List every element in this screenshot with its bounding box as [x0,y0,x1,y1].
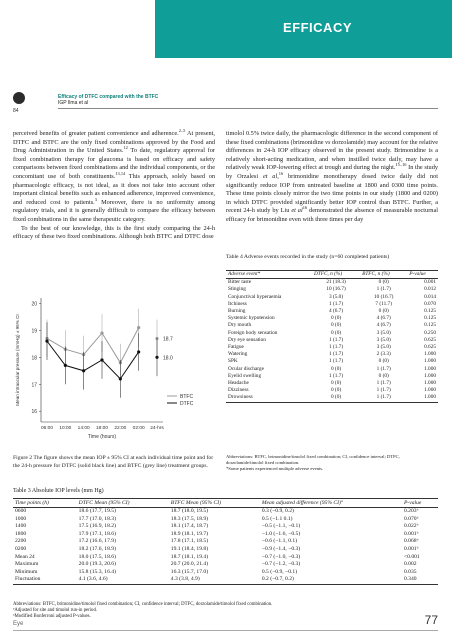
table-cell: Ocular discharge [228,365,264,372]
header-rule [58,108,438,109]
table-cell: 1.000 [407,394,438,402]
table-cell: 1 (1.7) [328,351,344,358]
table-cell: 3 (5.0) [376,329,391,336]
table-cell: Burning [228,308,246,315]
table-row [226,286,438,293]
table-cell: 1 (1.7) [376,387,391,394]
series-line-btfc [47,328,139,363]
iop-line-chart [13,290,218,452]
table-cell: Fatigue [228,344,244,351]
table-cell: Drowsiness [226,394,312,402]
table-cell: 18.9 (18.1, 19.7) [170,530,209,537]
data-point [100,358,103,361]
table3-notes [13,602,433,620]
table-cell: 18.7 (18.0, 19.5) [170,508,209,514]
table-cell: Foreign body sensation [228,329,278,336]
legend-label: BTFC [180,394,194,400]
table3-note: ᵇModified Bonferroni adjusted P-values. [13,614,91,619]
figure2-caption: Figure 2 The figure shows the mean IOP ± 95% CI at each individual time point and for the 24-h pressure for DTFC (solid black line) and BTFC (grey line) treatment groups. [13,455,214,469]
table-cell: 0.203ᵇ [403,508,419,514]
paragraph: timolol 0.5% twice daily, the pharmacologic difference in the second component of these fixed combinations (brimonidine vs dorzolamide) may account for the relative differences in 24-h IOP efficacy observed in the present study. Brimonidine is a relatively short-acting medication, and when instilled twice daily, may have a relatively weak IOP-lowering effect at trough and during the night.$^{15-16}$ In the study by Orzalesi et al,$^{16}$ brimonidine monotherapy dosed twice daily did not significantly reduce IOP from untreated baseline at 1800 and 0300 time points. These time points closely mirror the two time points in our study (1800 and 0200) in which DTFC provided significantly better IOP control than BTFC. Further, a recent 24-h study by Liu et $al^{16}$ demonstrated the absence of measurable nocturnal efficacy for brimonidine even with three times per day [226,130,438,223]
iop-column-header: Mean adjusted difference (95% CI)ª [260,499,402,508]
x-tick-label: 14:00 [77,426,90,431]
table-cell: 0.625 [424,336,436,343]
legend-label: DTFC [180,401,194,407]
table-cell: 1 (1.7) [376,286,391,293]
x-tick-label: 24-hrs [150,426,164,431]
table-cell: 0.340 [402,576,438,584]
ae-column-header: P-value [407,271,438,279]
table-cell: 1.000 [424,387,436,394]
data-point [64,364,67,367]
table-row [13,569,438,577]
table-row [226,330,438,337]
table-cell: 10 (16.7) [326,286,346,293]
table-cell: 4 (6.7) [328,308,344,315]
running-header [58,94,158,106]
table-cell: 1.000 [424,365,436,372]
table-cell: Eyelid swelling [228,372,262,379]
data-point [45,340,48,343]
table-cell: 0.5 (−0.9, −0.1) [261,568,298,575]
table-cell: Mean 24 [15,553,35,560]
paragraph: To the best of our knowledge, this is the first study comparing the 24-h efficacy of these two fixed combinations. Although both BTFC and DTFC dose [13,224,215,241]
data-point [137,326,140,329]
table-cell: 0.001ᵇ [403,530,419,537]
table-cell: SPK [228,358,238,365]
table-row [226,366,438,373]
table-cell: −0.9 (−1.4, −0.3) [261,545,301,552]
table-cell: 18.3 (17.5, 18.9) [170,515,209,522]
table-cell: 0.3 (−0.9, 0.2) [261,508,294,514]
ae-column-header: DTFC, n (%) [312,271,360,279]
page-number: 77 [424,613,438,627]
footer-rule [13,630,438,631]
table-row [226,301,438,308]
end-value-label: 18.7 [163,336,173,343]
table4-note: Abbreviations: BTFC, brimonidine/timolol fixed combination; CI, confidence interval; DTFC, dorzolamide/timolol fixed combination. [226,454,400,465]
table-cell: 2200 [15,538,27,545]
iop-column-header: P-value [402,499,438,508]
ae-column-header: Adverse event* [226,271,312,279]
table-cell: Bitter taste [228,279,252,286]
iop-levels-table [13,498,438,585]
table-cell: 18.7 (18.1, 19.4) [170,553,209,560]
table-cell: 1000 [15,515,27,522]
table-cell: 0.001ᵇ [403,545,419,552]
y-tick-label: 20 [31,301,37,308]
data-point [119,377,122,380]
table-cell: 0.2 (−0.7, 0.2) [260,576,402,584]
table-row [13,508,438,516]
table-cell: 1400 [15,523,27,530]
table-cell: 4 (6.7) [376,315,391,322]
table-cell: Itchiness [228,300,247,307]
table-cell: 0.001 [424,279,436,286]
right-column-text [226,130,438,225]
data-point [155,356,158,359]
table-cell: 18.6 (17.7, 19.5) [78,508,116,514]
table-cell: Fluctuation [13,576,77,584]
table-cell: 0 (0) [312,394,360,402]
ae-column-header: BTFC, n (%) [360,271,407,279]
table-row [226,394,438,402]
table-row [226,337,438,344]
table-row [13,516,438,524]
paragraph: perceived benefits of greater patient convenience and adherence.$^{2-5}$ At present, DTFC and BTFC are the only fixed combinations approved by the Food and Drug Administration in the United States.$^{12}$ To date, regulatory approval for fixed combination therapy for glaucoma is based on efficacy and safety comparisons between fixed combinations and the individual components, or the concomitant use of both constituents.$^{13,14}$ This approach, solely based on pharmacologic efficacy, is not ideal, as it does not take into account other important clinical benefits such as enhanced adherence, improved convenience, and reduced cost to patients.$^3$ Moreover, there is no uniformity among regulatory trials, and it is generally difficult to compare the efficacy between fixed combinations in the same therapeutic category. [13,127,215,223]
iop-column-header: Time points (h) [13,499,77,508]
table-cell: 0 (0) [330,315,342,322]
table-row [13,576,438,584]
table-cell: Stinging [228,286,246,293]
table-cell: 0.250 [424,329,436,336]
banner-title: EFFICACY [283,20,352,35]
table-cell: −1.0 (−1.6, −0.5) [261,530,301,537]
running-title: Efficacy of DTFC compared with the BTFC [58,94,159,100]
table-cell: 0 (0) [330,380,342,387]
footer-logo: Eye [13,621,24,627]
table3-note: ªAdjusted for site and timolol run-in period. [13,608,98,613]
table-row [13,531,438,539]
page-code: 84 [13,108,19,114]
table-cell: 0 (0) [330,387,342,394]
data-point [100,331,103,334]
table-cell: 0.125 [424,308,436,315]
table-cell: 1 (1.7) [376,380,391,387]
table4-caption: Table 4 Adverse events recorded in the study (n=60 completed patients) [226,254,390,260]
running-authors: IGP Ilma et al [58,100,89,106]
table-cell: 0 (0) [378,372,389,379]
data-point [137,350,140,353]
table-cell: Systemic hypotension [228,315,275,322]
table-cell: 4.1 (3.6, 4.6) [77,576,169,584]
banner [0,0,452,58]
table-row [226,358,438,365]
x-axis-label: Time (hours) [87,434,117,440]
table4-note: *Some patients experienced multiple adverse events. [226,466,324,471]
table-cell: 16.3 (15.7, 17.0) [170,568,209,575]
table-cell: 1 (1.7) [328,344,344,351]
table-cell: Conjunctival hyperaemia [228,293,282,300]
y-tick-label: 19 [31,328,37,335]
table-cell: 0 (0) [378,279,389,286]
left-column-text [13,127,215,242]
y-tick-label: 17 [31,382,37,389]
table-cell: 17.2 (16.6, 17.9) [78,538,116,545]
table-cell: 1 (1.7) [328,336,344,343]
table-cell: 0 (0) [378,308,389,315]
table-cell: Watering [228,351,248,358]
table-cell: 0600 [15,508,27,514]
table-cell: 18.0 (17.5, 18.6) [78,553,116,560]
table-cell: 0 (0) [330,365,342,372]
table-cell: 4.3 (3.8, 4.9) [169,576,260,584]
table-row [226,294,438,301]
table-cell: 3 (5.0) [328,293,344,300]
table-cell: −0.5 (−1.1, −0.1) [261,523,301,530]
iop-column-header: BTFC Mean (95% CI) [169,499,260,508]
adverse-events-table [226,270,438,403]
table-cell: 0.068ᵇ [403,538,419,545]
table3-caption: Table 3 Absolute IOP levels (mm Hg) [13,488,104,494]
table-cell: 7 (11.7) [375,300,392,307]
table-cell: Maximum [15,561,39,568]
table-cell: Headache [228,380,249,387]
table-cell: 17.5 (16.9, 18.2) [78,523,116,530]
table-cell: 0.035 [403,568,417,575]
table-cell: 0.070ᵇ [403,515,419,522]
table-cell: Dry eye sensation [228,336,266,343]
table-cell: 1800 [15,530,27,537]
table-cell: 0.070 [424,300,436,307]
table-cell: Minimum [15,568,38,575]
table-cell: 19.1 (18.4, 19.8) [170,545,209,552]
table-row [13,538,438,546]
table-cell: 20.7 (20.0, 21.4) [170,561,209,568]
table-cell: <0.001 [403,553,420,560]
table-cell: 1.000 [424,351,436,358]
iop-column-header: DTFC Mean (95% CI) [77,499,169,508]
table-row [13,554,438,562]
table-cell: 0200 [15,545,27,552]
table-cell: 10 (16.7) [373,293,394,300]
table-row [226,373,438,380]
table-row [226,322,438,329]
x-tick-label: 18:00 [95,426,109,431]
table-cell: 0.022ᵇ [403,523,419,530]
end-value-label: 18.0 [163,355,173,362]
table-cell: 0 (0) [330,322,342,329]
table-cell: −0.7 (−1.2, −0.3) [261,561,301,568]
table-cell: 15.8 (15.3, 16.4) [78,568,116,575]
table-cell: Dry mouth [228,322,252,329]
table-cell: −0.7 (−1.0, −0.3) [261,553,301,560]
table-cell: 1.000 [424,372,436,379]
table-row [13,561,438,569]
journal-logo-icon [13,92,25,104]
table-cell: 4 (6.7) [376,322,391,329]
table-cell: 0 (0) [378,358,389,365]
x-tick-label: 10:00 [59,426,72,431]
table-cell: 0.002 [403,561,417,568]
x-tick-label: 06:00 [40,426,54,431]
x-tick-label: 22:00 [114,426,127,431]
y-axis-label: Mean intraocular pressure (mmHg) ± 95% CI [15,314,20,406]
table-cell: 1 (1.7) [328,300,344,307]
table-cell: 20.0 (19.3, 20.6) [78,561,116,568]
table-row [13,546,438,554]
table-cell: 1 (1.7) [376,365,391,372]
table-cell: 3 (5.0) [376,336,391,343]
table-cell: 3 (5.0) [376,344,391,351]
y-tick-label: 16 [31,409,37,416]
table-cell: 18.2 (17.6, 18.9) [78,545,116,552]
table-cell: 0.625 [424,344,436,351]
table-cell: 0.012 [424,286,436,293]
x-tick-label: 02:00 [132,426,145,431]
table-cell: Dizziness [228,387,249,394]
table-cell: 17.7 (17.0, 18.3) [78,515,116,522]
table-cell: 0.125 [424,322,436,329]
table-cell: 17.8 (17.1, 18.5) [170,538,209,545]
data-point [82,369,85,372]
table-cell: 0 (0) [330,329,342,336]
table-cell: 18.1 (17.4, 18.7) [170,523,209,530]
table-row [13,523,438,531]
table-cell: 2 (3.3) [376,351,391,358]
table4-notes [226,454,438,472]
table-cell: 1.000 [424,380,436,387]
table-cell: 1 (1.7) [328,358,344,365]
y-tick-label: 18 [31,355,37,362]
table-cell: 0.014 [424,293,436,300]
table-cell: 0.5 (−1.1 0.1) [261,515,293,522]
table-cell: 1 (1.7) [328,372,344,379]
table-cell: 21 (18.3) [326,279,346,286]
table-cell: 0.125 [424,315,436,322]
table-cell: −0.6 (−1.1, 0.1) [261,538,298,545]
table-cell: 1.000 [424,358,436,365]
table-cell: 17.9 (17.1, 18.6) [78,530,116,537]
table3-note: Abbreviations: BTFC, brimonidine/timolol fixed combination; CI, confidence interval; DTFC, dorzolamide/timolol fixed combination. [13,602,273,607]
table-cell: 1 (1.7) [360,394,407,402]
